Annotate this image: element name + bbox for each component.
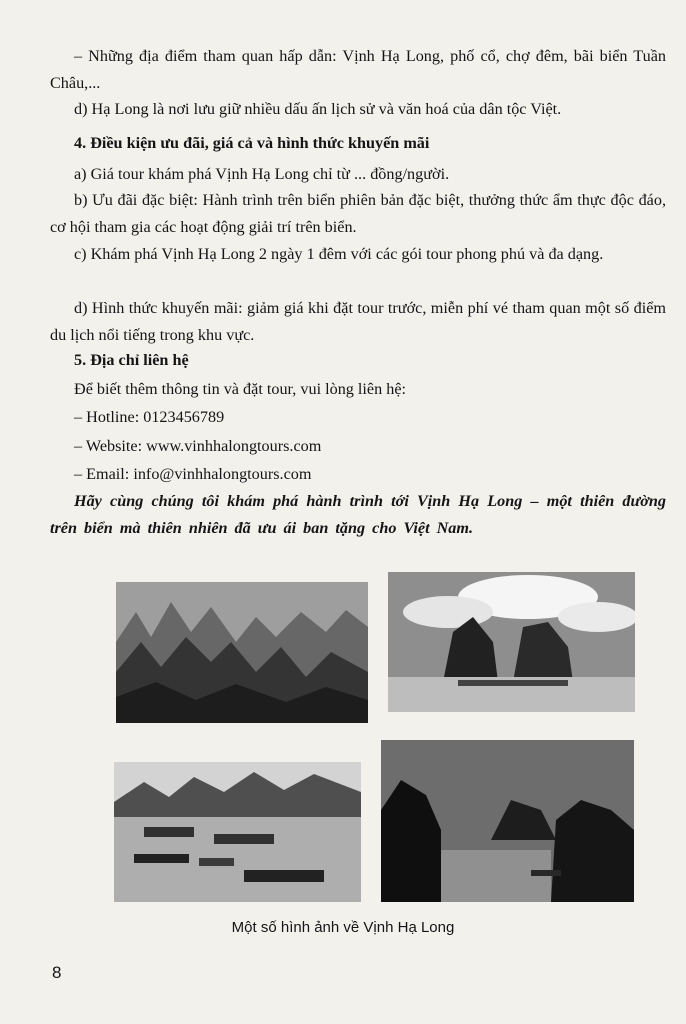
section-4-heading: 4. Điều kiện ưu đãi, giá cả và hình thức khuyến mãi — [74, 134, 430, 152]
closing-paragraph: Hãy cùng chúng tôi khám phá hành trình tới Vịnh Hạ Long – một thiên đường trên biển mà thiên nhiên đã ưu ái ban tặng cho Việt Nam. — [50, 492, 666, 537]
photo-caption: Một số hình ảnh về Vịnh Hạ Long — [231, 919, 455, 936]
section-5-heading: 5. Địa chỉ liên hệ — [74, 351, 189, 369]
tour-package-item: c) Khám phá Vịnh Hạ Long 2 ngày 1 đêm với các gói tour phong phú và đa dạng. — [74, 245, 604, 263]
website-line: – Website: www.vinhhalongtours.com — [74, 437, 322, 455]
attractions-paragraph: – Những địa điểm tham quan hấp dẫn: Vịnh Hạ Long, phố cổ, chợ đêm, bãi biển Tuần Châu,... — [50, 47, 666, 92]
special-offer-item: b) Ưu đãi đặc biệt: Hành trình trên biển phiên bản đặc biệt, thưởng thức ẩm thực độc đáo, cơ hội tham gia các hoạt động giải trí trên biển. — [50, 191, 666, 236]
halong-photo-boats — [114, 762, 361, 902]
halong-photo-mountains — [116, 582, 368, 723]
halong-photo-island-clouds — [388, 572, 635, 712]
page-number: 8 — [52, 963, 62, 982]
heritage-paragraph: d) Hạ Long là nơi lưu giữ nhiều dấu ấn lịch sử và văn hoá của dân tộc Việt. — [74, 100, 562, 118]
price-item: a) Giá tour khám phá Vịnh Hạ Long chỉ từ ... đồng/người. — [74, 165, 450, 183]
email-line: – Email: info@vinhhalongtours.com — [74, 465, 312, 483]
halong-photo-dark-karst — [381, 740, 634, 902]
hotline-line: – Hotline: 0123456789 — [74, 408, 225, 426]
contact-intro: Để biết thêm thông tin và đặt tour, vui lòng liên hệ: — [74, 380, 407, 398]
promotion-item: d) Hình thức khuyến mãi: giảm giá khi đặt tour trước, miễn phí vé tham quan một số điểm du lịch nổi tiếng trong khu vực. — [50, 299, 666, 344]
